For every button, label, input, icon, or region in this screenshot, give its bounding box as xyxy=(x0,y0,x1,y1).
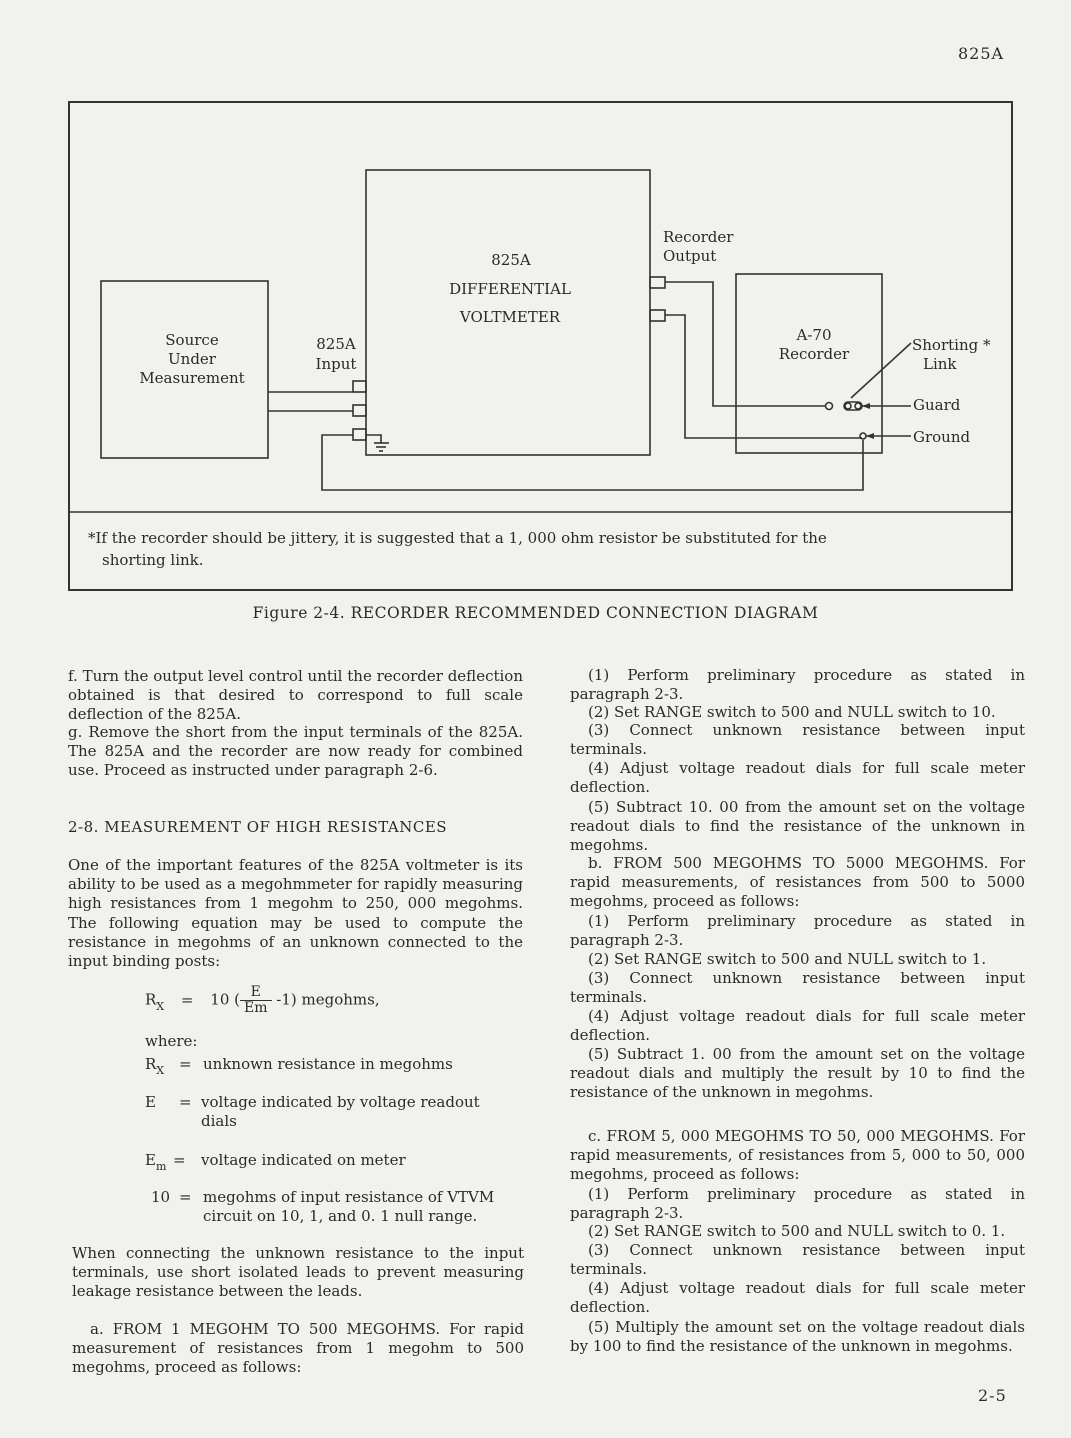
eqn-equals: = xyxy=(180,990,194,1009)
def-text: voltage indicated on meter xyxy=(201,1151,406,1169)
c-step-1: (1) Perform preliminary procedure as stated in paragraph 2-3. xyxy=(570,1185,1025,1223)
eqn-tail: -1) megohms, xyxy=(271,990,380,1009)
para-f: f. Turn the output level control until the recorder deflection obtained is that desired to correspond to full scale deflection of the 825A. xyxy=(68,667,523,724)
b-step-2: (2) Set RANGE switch to 500 and NULL switch to 1. xyxy=(588,950,987,968)
guard-label: Guard xyxy=(913,396,961,414)
eqn-lhs-sub: X xyxy=(156,999,165,1013)
b-step-3: (3) Connect unknown resistance between input terminals. xyxy=(570,969,1025,1007)
recorder-output-label-2: Output xyxy=(663,247,717,265)
b-step-4: (4) Adjust voltage readout dials for full scale meter deflection. xyxy=(570,1007,1025,1045)
c-step-4: (4) Adjust voltage readout dials for full scale meter deflection. xyxy=(570,1279,1025,1317)
a-step-1: (1) Perform preliminary procedure as stated in paragraph 2-3. xyxy=(570,666,1025,704)
c-step-3: (3) Connect unknown resistance between input terminals. xyxy=(570,1241,1025,1279)
source-label-3: Measurement xyxy=(139,369,245,387)
recorder-output-label-1: Recorder xyxy=(663,228,734,246)
footnote-line-1: *If the recorder should be jittery, it is suggested that a 1, 000 ohm resistor be substituted for the xyxy=(88,529,827,547)
shorting-label-1: Shorting * xyxy=(912,336,991,354)
def-symbol: 10 xyxy=(151,1188,171,1206)
header-model: 825A xyxy=(958,44,1005,63)
def-text: voltage indicated by voltage readout dials xyxy=(201,1093,480,1130)
leads-note: When connecting the unknown resistance to the input terminals, use short isolated leads to prevent measuring leakage resistance between the leads. xyxy=(72,1244,524,1301)
a-step-4: (4) Adjust voltage readout dials for full scale meter deflection. xyxy=(570,759,1025,797)
para-a: a. FROM 1 MEGOHM TO 500 MEGOHMS. For rapid measurement of resistances from 1 megohm to 500 megohms, proceed as follows: xyxy=(72,1320,524,1377)
def-symbol: R xyxy=(145,1055,157,1073)
input-label-2: Input xyxy=(315,355,357,373)
para-b: b. FROM 500 MEGOHMS TO 5000 MEGOHMS. For rapid measurements, of resistances from 500 to 5000 megohms, proceed as follows: xyxy=(570,854,1025,911)
def-text: megohms of input resistance of VTVM circuit on 10, 1, and 0. 1 null range. xyxy=(203,1188,495,1225)
figure-footnote xyxy=(88,527,988,571)
eqn-fraction xyxy=(240,985,272,1016)
para-g: g. Remove the short from the input terminals of the 825A. The 825A and the recorder are now ready for combined use. Proceed as instructed under paragraph 2-6. xyxy=(68,723,523,780)
recorder-label-2: Recorder xyxy=(778,345,850,363)
a-step-5: (5) Subtract 10. 00 from the amount set on the voltage readout dials to find the resistance of the unknown in megohms. xyxy=(570,798,1025,855)
voltmeter-label-2: VOLTMETER xyxy=(459,308,561,326)
def-equals: = xyxy=(179,1188,192,1206)
where-label: where: xyxy=(145,1032,198,1050)
def-equals: = xyxy=(179,1093,192,1111)
figure-caption: Figure 2-4. RECORDER RECOMMENDED CONNECTION DIAGRAM xyxy=(252,604,819,622)
section-intro: One of the important features of the 825A voltmeter is its ability to be used as a megohmmeter for rapidly measuring high resistances from 1 megohm to 250, 000 megohms. The following equation may be used to compute the resistance in megohms of an unknown connected to the input binding posts: xyxy=(68,856,523,971)
ground-label: Ground xyxy=(913,428,971,446)
def-equals: = xyxy=(179,1055,192,1073)
def-symbol: E xyxy=(145,1093,156,1111)
source-label-1: Source xyxy=(165,331,219,349)
recorder-label-1: A-70 xyxy=(796,326,832,344)
def-symbol: E xyxy=(145,1151,156,1169)
page-number: 2-5 xyxy=(978,1386,1007,1405)
a-step-2: (2) Set RANGE switch to 500 and NULL switch to 10. xyxy=(588,703,996,721)
eqn-lhs: R xyxy=(145,990,157,1009)
definition-em xyxy=(145,1151,515,1181)
para-c: c. FROM 5, 000 MEGOHMS TO 50, 000 MEGOHMS. For rapid measurements, of resistances from 5, 000 to 50, 000 megohms, proceed as follows: xyxy=(570,1127,1025,1184)
voltmeter-model-label: 825A xyxy=(491,251,531,269)
definition-10 xyxy=(145,1188,515,1230)
def-symbol-sub: m xyxy=(155,1160,167,1173)
input-label-1: 825A xyxy=(316,335,356,353)
def-text: unknown resistance in megohms xyxy=(203,1055,453,1073)
recorder-box xyxy=(736,274,882,453)
eqn-numerator: E xyxy=(240,985,272,1001)
source-label-2: Under xyxy=(168,350,216,368)
definition-e xyxy=(145,1093,515,1135)
section-heading: 2-8. MEASUREMENT OF HIGH RESISTANCES xyxy=(68,818,448,836)
b-step-1: (1) Perform preliminary procedure as stated in paragraph 2-3. xyxy=(570,912,1025,950)
resistance-equation xyxy=(145,985,445,1025)
footnote-line-2: shorting link. xyxy=(102,551,204,569)
voltmeter-label-1: DIFFERENTIAL xyxy=(449,280,571,298)
eqn-coef: 10 ( xyxy=(210,990,240,1009)
c-step-2: (2) Set RANGE switch to 500 and NULL switch to 0. 1. xyxy=(588,1222,1006,1240)
def-equals: = xyxy=(173,1151,186,1169)
b-step-5: (5) Subtract 1. 00 from the amount set on the voltage readout dials and multiply the result by 10 to find the resistance of the unknown in megohms. xyxy=(570,1045,1025,1102)
a-step-3: (3) Connect unknown resistance between input terminals. xyxy=(570,721,1025,759)
connection-diagram xyxy=(68,101,1013,591)
shorting-label-2: Link xyxy=(923,355,957,373)
c-step-5: (5) Multiply the amount set on the voltage readout dials by 100 to find the resistance of the unknown in megohms. xyxy=(570,1318,1025,1356)
def-symbol-sub: X xyxy=(156,1064,165,1077)
definition-rx xyxy=(145,1055,515,1085)
eqn-denominator: Em xyxy=(244,1000,268,1016)
